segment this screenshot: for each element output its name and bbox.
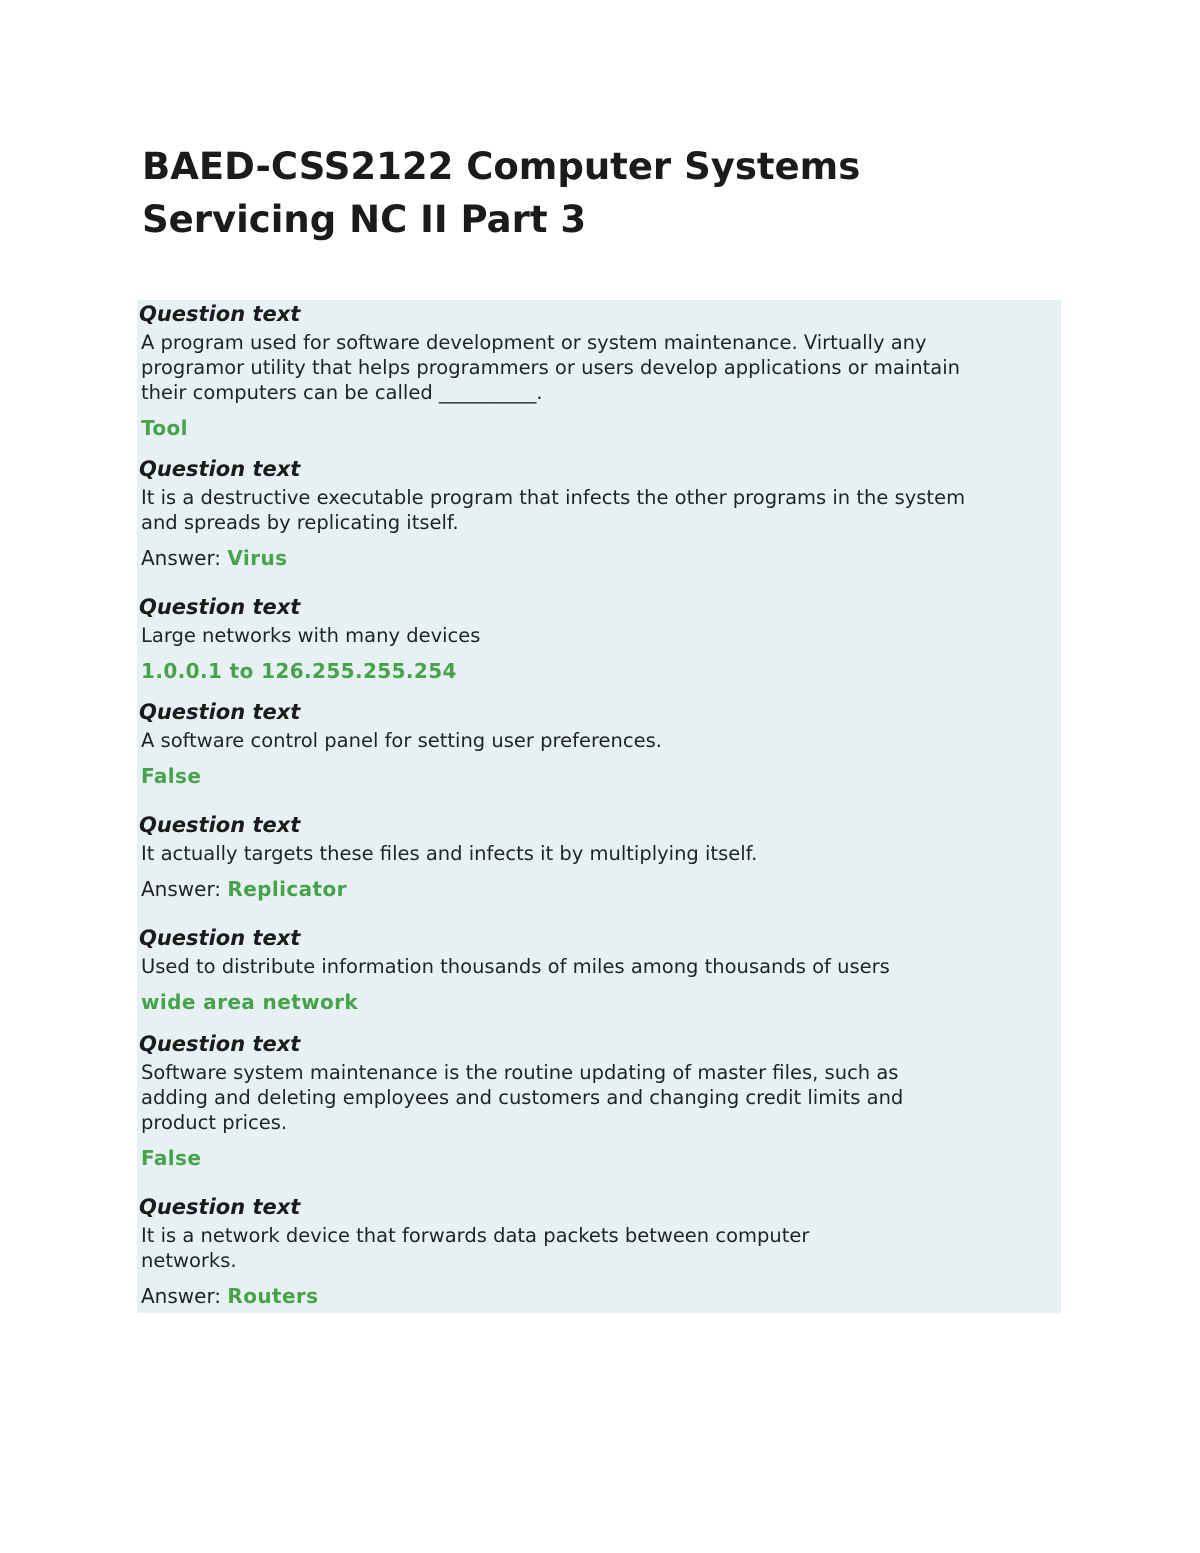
answer-line bbox=[137, 415, 1057, 441]
answer-line bbox=[137, 989, 1057, 1015]
question-list-panel bbox=[137, 300, 1061, 1313]
question-item bbox=[137, 455, 1057, 571]
question-heading: Question text bbox=[139, 457, 301, 481]
question-heading: Question text bbox=[139, 302, 301, 326]
question-item bbox=[137, 698, 1057, 789]
question-item bbox=[137, 593, 1057, 684]
answer-value: Virus bbox=[227, 546, 288, 570]
question-text: It is a network device that forwards data packets between computer networks. bbox=[141, 1224, 810, 1272]
document-title bbox=[142, 140, 1042, 246]
document-title-line-2: Servicing NC II Part 3 bbox=[142, 198, 587, 241]
question-text: Large networks with many devices bbox=[141, 624, 481, 647]
question-heading: Question text bbox=[139, 700, 301, 724]
question-heading: Question text bbox=[139, 595, 301, 619]
question-item bbox=[137, 924, 1057, 1015]
question-text: A program used for software development or system maintenance. Virtually any programor utility that helps programmers or users develop applications or maintain their computers can be called __________. bbox=[141, 331, 960, 404]
answer-value: Tool bbox=[141, 416, 188, 440]
answer-line bbox=[137, 876, 1057, 902]
answer-value: Replicator bbox=[227, 877, 347, 901]
document-title-line-1: BAED-CSS2122 Computer Systems bbox=[142, 145, 861, 188]
answer-value: False bbox=[141, 1146, 202, 1170]
answer-prefix: Answer: bbox=[141, 1284, 228, 1308]
answer-prefix: Answer: bbox=[141, 877, 228, 901]
question-heading: Question text bbox=[139, 926, 301, 950]
question-text: Software system maintenance is the routine updating of master files, such as adding and deleting employees and customers and changing credit limits and product prices. bbox=[141, 1061, 904, 1134]
answer-value: Routers bbox=[227, 1284, 319, 1308]
question-text: A software control panel for setting user preferences. bbox=[141, 729, 662, 752]
question-heading: Question text bbox=[139, 1195, 301, 1219]
answer-value: False bbox=[141, 764, 202, 788]
question-heading: Question text bbox=[139, 1032, 301, 1056]
answer-line bbox=[137, 1283, 1057, 1309]
answer-value: wide area network bbox=[141, 990, 359, 1014]
question-item bbox=[137, 1030, 1057, 1171]
question-text: It actually targets these files and infects it by multiplying itself. bbox=[141, 842, 758, 865]
answer-line bbox=[137, 658, 1057, 684]
question-item bbox=[137, 300, 1057, 441]
answer-value: 1.0.0.1 to 126.255.255.254 bbox=[141, 659, 457, 683]
answer-line bbox=[137, 545, 1057, 571]
answer-prefix: Answer: bbox=[141, 546, 228, 570]
question-item bbox=[137, 811, 1057, 902]
question-text: It is a destructive executable program that infects the other programs in the system and spreads by replicating itself. bbox=[141, 486, 966, 534]
question-item bbox=[137, 1193, 1057, 1309]
question-heading: Question text bbox=[139, 813, 301, 837]
question-text: Used to distribute information thousands of miles among thousands of users bbox=[141, 955, 890, 978]
answer-line bbox=[137, 1145, 1057, 1171]
answer-line bbox=[137, 763, 1057, 789]
